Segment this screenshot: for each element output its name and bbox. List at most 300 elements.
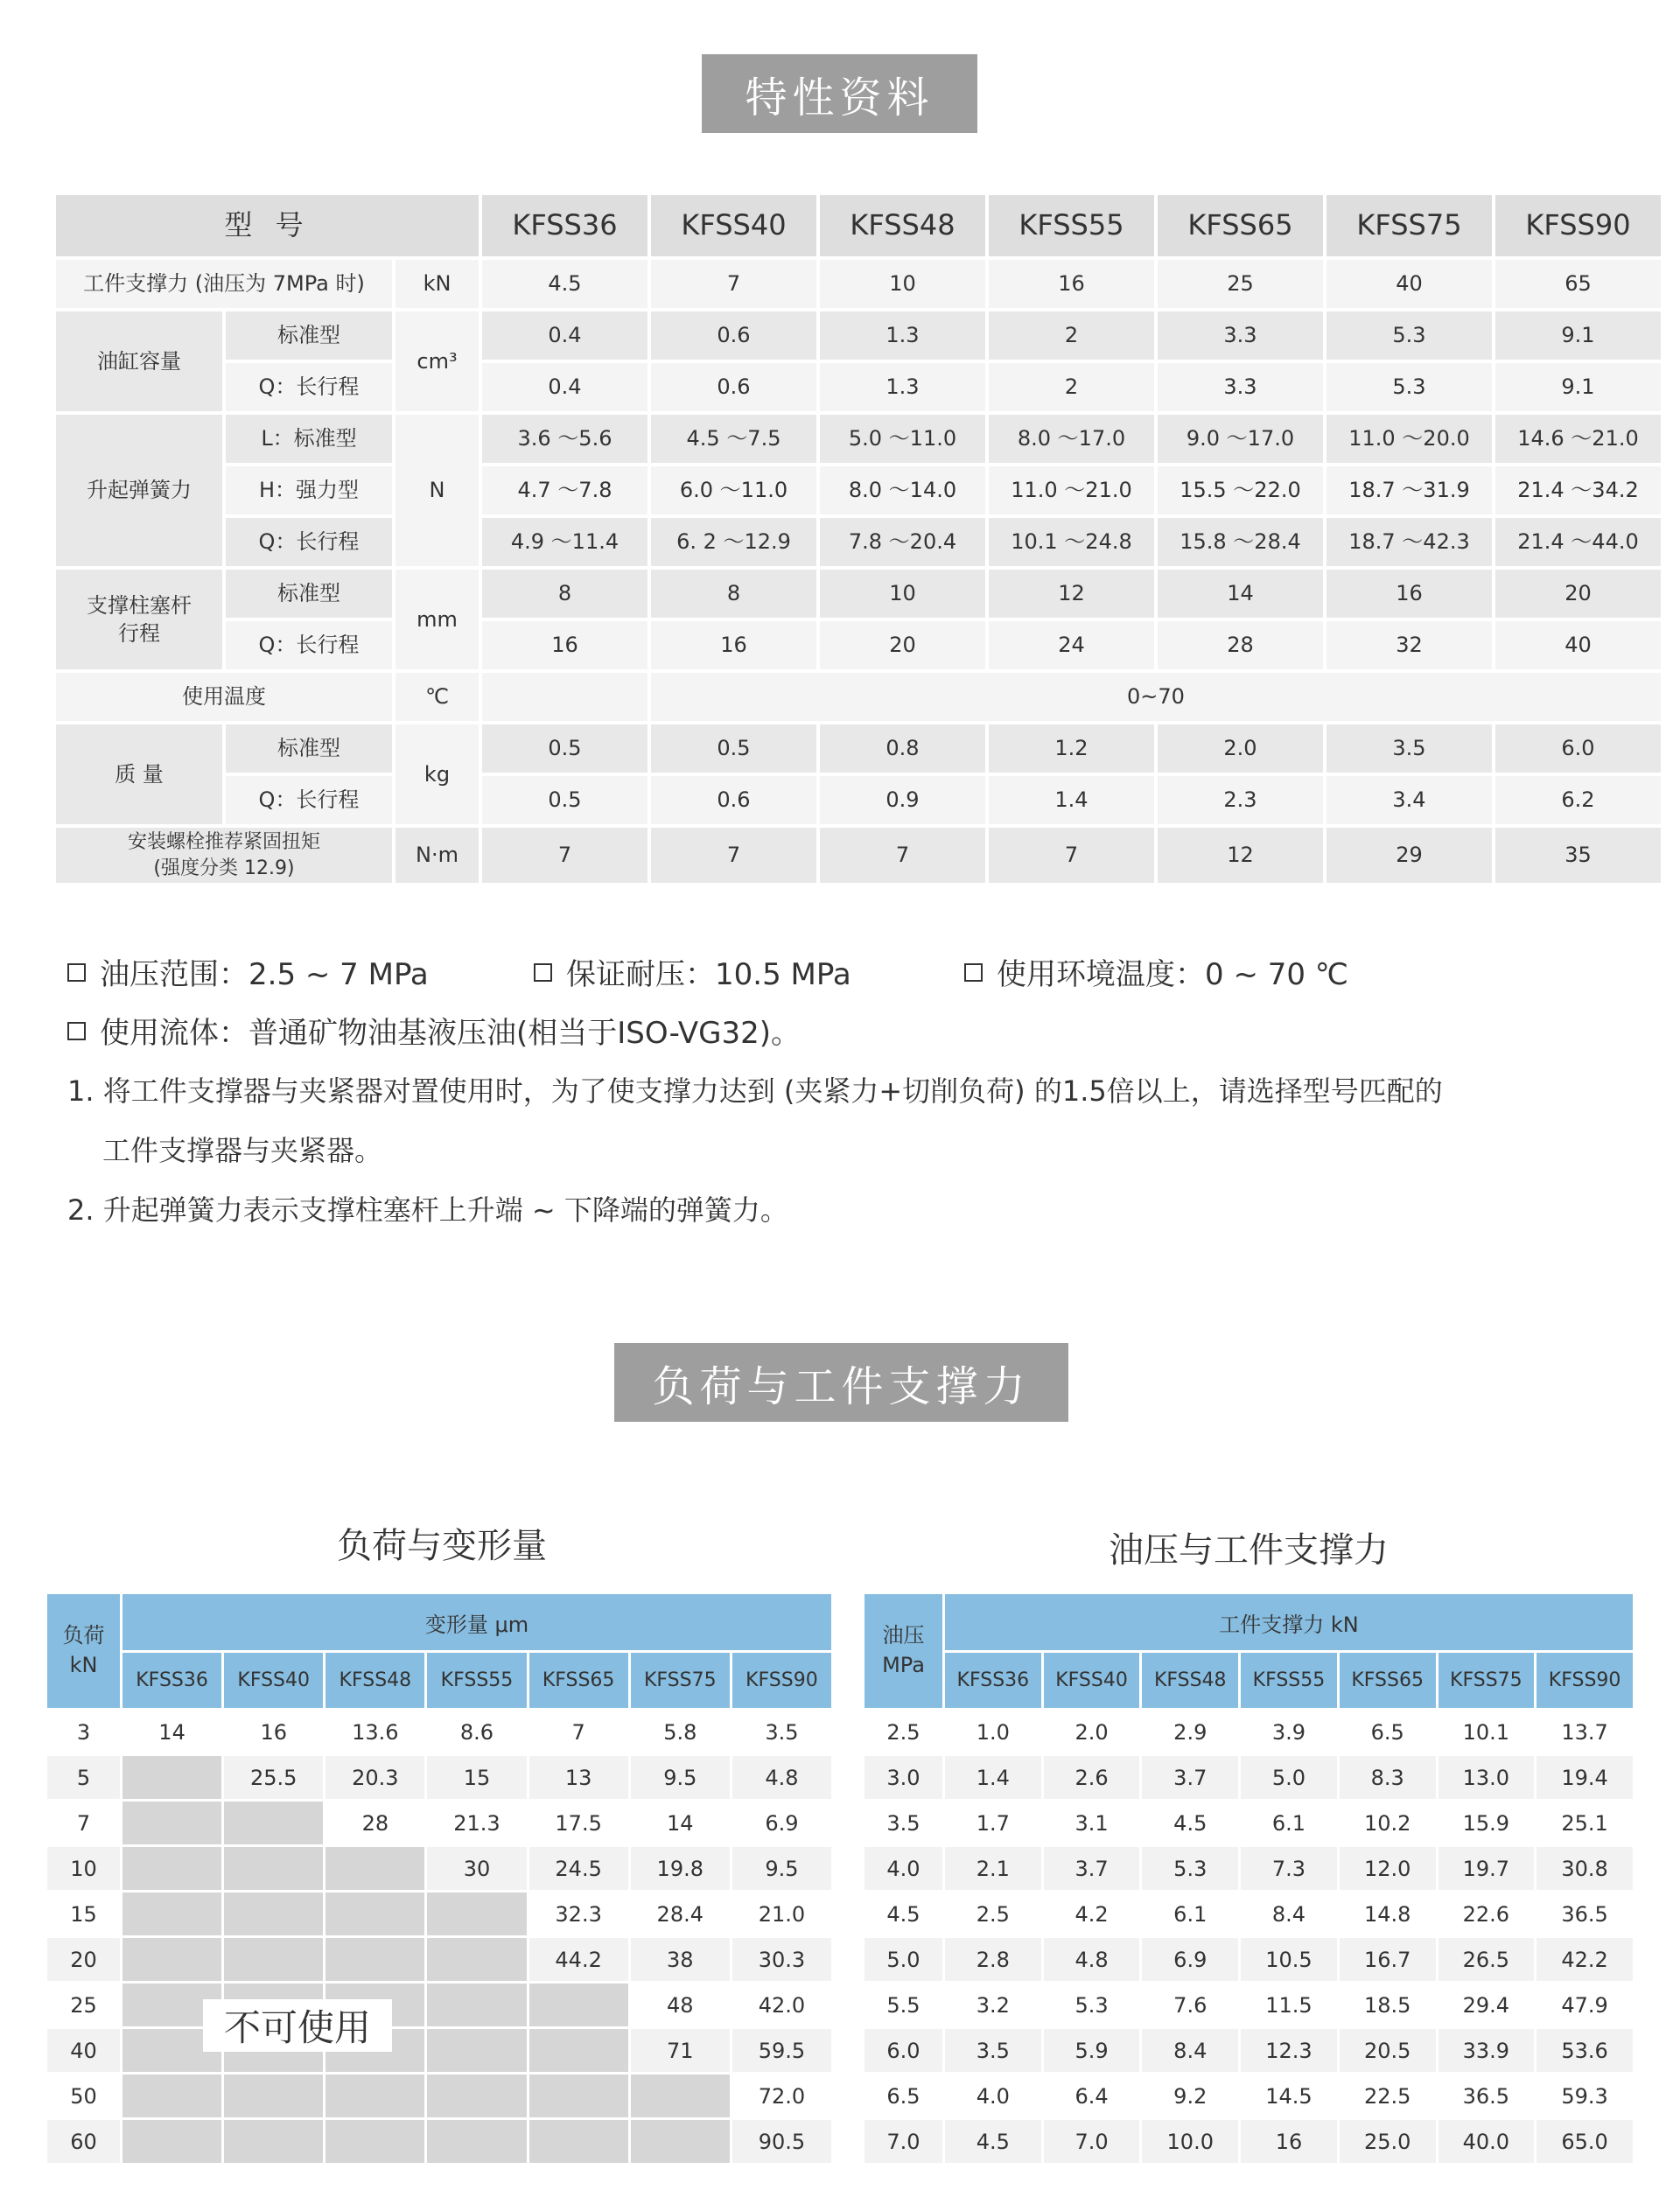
- support-force-value: 12.3: [1241, 2029, 1337, 2072]
- support-force-group-header: 工件支撑力 kN: [945, 1594, 1633, 1650]
- support-force-value: 6.9: [1142, 1938, 1238, 1981]
- checkbox-square-icon: [534, 963, 552, 982]
- support-force-value: 2.5: [945, 1893, 1041, 1935]
- deformation-value: 21.0: [732, 1893, 831, 1935]
- deform-model-header: KFSS75: [631, 1653, 730, 1708]
- table-row: [47, 1711, 831, 1753]
- load-value: 5: [47, 1756, 120, 1799]
- support-force-value: 19.7: [1438, 1847, 1535, 1890]
- spec-sub-label: Q：长行程: [226, 776, 392, 824]
- not-usable-cell: [427, 1893, 526, 1935]
- spec-cell: 8.0 ～17.0: [989, 415, 1154, 463]
- spec-cell: 8: [482, 570, 648, 618]
- spec-cell: 3.3: [1158, 311, 1323, 360]
- deformation-value: 25.5: [224, 1756, 323, 1799]
- spec-cell: 9.1: [1495, 363, 1661, 411]
- spec-cell: 9.0 ～17.0: [1158, 415, 1323, 463]
- support-force-value: 2.6: [1044, 1756, 1140, 1799]
- support-force-value: 3.7: [1142, 1756, 1238, 1799]
- spec-cell: 2.3: [1158, 776, 1323, 824]
- spec-cell: 7: [989, 828, 1154, 883]
- deformation-value: 20.3: [326, 1756, 424, 1799]
- support-force-value: 10.5: [1241, 1938, 1337, 1981]
- spec-cell: 1.3: [820, 363, 985, 411]
- spec-cell: 4.7 ～7.8: [482, 466, 648, 514]
- spec-cell: 7: [820, 828, 985, 883]
- spec-cell: 1.2: [989, 724, 1154, 773]
- note-proof-pressure: 保证耐压：10.5 MPa: [534, 950, 851, 993]
- spec-cell: 15.8 ～28.4: [1158, 518, 1323, 566]
- spec-cell: 1.3: [820, 311, 985, 360]
- not-usable-cell: [529, 2029, 628, 2072]
- pressure-value: 6.0: [864, 2029, 942, 2072]
- support-force-value: 6.1: [1142, 1893, 1238, 1935]
- support-force-value: 5.0: [1241, 1756, 1337, 1799]
- spec-table: [56, 195, 1639, 895]
- spec-cell: 7.8 ～20.4: [820, 518, 985, 566]
- spec-header-model: KFSS36: [482, 195, 648, 256]
- support-force-value: 29.4: [1438, 1984, 1535, 2026]
- note-2: 2. 升起弹簧力表示支撑柱塞杆上升端 ~ 下降端的弹簧力。: [67, 1193, 788, 1227]
- support-force-value: 10.1: [1438, 1711, 1535, 1753]
- spec-cell: 11.0 ～20.0: [1326, 415, 1492, 463]
- support-force-value: 16.7: [1340, 1938, 1436, 1981]
- spec-label-spring-force: 升起弹簧力: [56, 415, 222, 566]
- deformation-value: 72.0: [732, 2075, 831, 2117]
- deformation-table-title: 负荷与变形量: [337, 1526, 547, 1566]
- spec-cell: 5.0 ～11.0: [820, 415, 985, 463]
- table-row: [864, 1938, 1633, 1981]
- spec-cell: 4.9 ～11.4: [482, 518, 648, 566]
- spec-temperature-value: 0~70: [651, 673, 1661, 721]
- not-usable-cell: [122, 1802, 221, 1844]
- spec-sub-label: 标准型: [226, 724, 392, 773]
- deformation-value: 17.5: [529, 1802, 628, 1844]
- not-usable-cell: [427, 2029, 526, 2072]
- spec-cell: 11.0 ～21.0: [989, 466, 1154, 514]
- note-1-line-2: 工件支撑器与夹紧器。: [102, 1134, 383, 1167]
- deform-model-header: KFSS65: [529, 1653, 628, 1708]
- support-force-value: 22.6: [1438, 1893, 1535, 1935]
- pressure-value: 5.0: [864, 1938, 942, 1981]
- not-usable-cell: [326, 1938, 424, 1981]
- table-row: [864, 1847, 1633, 1890]
- spec-cell: 10.1 ～24.8: [989, 518, 1154, 566]
- deformation-value: 16: [224, 1711, 323, 1753]
- support-force-value: 1.0: [945, 1711, 1041, 1753]
- deform-model-header: KFSS40: [224, 1653, 323, 1708]
- support-force-value: 30.8: [1536, 1847, 1633, 1890]
- support-model-header: KFSS90: [1536, 1653, 1633, 1708]
- spec-label-cylinder-capacity: 油缸容量: [56, 311, 222, 411]
- not-usable-cell: [122, 1847, 221, 1890]
- spec-cell: 16: [651, 621, 816, 669]
- table-row: [47, 1802, 831, 1844]
- spec-label-temperature: 使用温度: [56, 673, 392, 721]
- support-force-value: 7.6: [1142, 1984, 1238, 2026]
- support-model-header: KFSS36: [945, 1653, 1041, 1708]
- deformation-value: 90.5: [732, 2120, 831, 2163]
- support-force-table: [862, 1592, 1635, 2166]
- spec-sub-label: L：标准型: [226, 415, 392, 463]
- deformation-table: [45, 1592, 834, 2166]
- not-usable-cell: [122, 1756, 221, 1799]
- spec-unit: N·m: [396, 828, 479, 883]
- support-force-value: 65.0: [1536, 2120, 1633, 2163]
- spec-header-model: KFSS90: [1495, 195, 1661, 256]
- load-value: 15: [47, 1893, 120, 1935]
- support-force-value: 42.2: [1536, 1938, 1633, 1981]
- spec-cell: 2: [989, 311, 1154, 360]
- deformation-value: 30: [427, 1847, 526, 1890]
- not-usable-cell: [122, 2120, 221, 2163]
- support-force-value: 18.5: [1340, 1984, 1436, 2026]
- not-usable-cell: [631, 2120, 730, 2163]
- pressure-value: 5.5: [864, 1984, 942, 2026]
- spec-cell: 18.7 ～31.9: [1326, 466, 1492, 514]
- spec-cell: 25: [1158, 260, 1323, 308]
- spec-sub-label: 标准型: [226, 311, 392, 360]
- spec-label-support-force: 工件支撑力 (油压为 7MPa 时): [56, 260, 392, 308]
- load-value: 3: [47, 1711, 120, 1753]
- support-force-value: 15.9: [1438, 1802, 1535, 1844]
- spec-cell: 0.5: [651, 724, 816, 773]
- support-force-value: 6.1: [1241, 1802, 1337, 1844]
- spec-cell: 12: [989, 570, 1154, 618]
- pressure-value: 2.5: [864, 1711, 942, 1753]
- spec-cell: 20: [820, 621, 985, 669]
- spec-cell: 28: [1158, 621, 1323, 669]
- not-usable-cell: [427, 1984, 526, 2026]
- table-row: [864, 2029, 1633, 2072]
- section-title-characteristics: 特性资料: [702, 54, 977, 133]
- spec-cell: 2.0: [1158, 724, 1323, 773]
- deformation-value: 3.5: [732, 1711, 831, 1753]
- not-usable-cell: [122, 2075, 221, 2117]
- spec-cell: 6.0 ～11.0: [651, 466, 816, 514]
- deform-model-header: KFSS90: [732, 1653, 831, 1708]
- spec-cell: 0.9: [820, 776, 985, 824]
- support-force-value: 13.0: [1438, 1756, 1535, 1799]
- support-force-value: 8.4: [1142, 2029, 1238, 2072]
- support-force-table-title: 油压与工件支撑力: [1109, 1530, 1389, 1571]
- note-1-line-1: 1. 将工件支撑器与夹紧器对置使用时，为了使支撑力达到 (夹紧力+切削负荷) 的1.5倍以上，请选择型号匹配的: [67, 1074, 1443, 1108]
- support-force-value: 20.5: [1340, 2029, 1436, 2072]
- support-force-value: 40.0: [1438, 2120, 1535, 2163]
- table-row: [864, 1756, 1633, 1799]
- table-row: [47, 1938, 831, 1981]
- spec-sub-label: Q：长行程: [226, 621, 392, 669]
- spec-cell: 12: [1158, 828, 1323, 883]
- not-usable-cell: [326, 2120, 424, 2163]
- table-row: [864, 2075, 1633, 2117]
- checkbox-square-icon: [964, 963, 983, 982]
- support-force-value: 6.5: [1340, 1711, 1436, 1753]
- support-force-value: 2.1: [945, 1847, 1041, 1890]
- note-oil-pressure-range: 油压范围：2.5 ~ 7 MPa: [67, 950, 429, 993]
- spec-unit: kN: [396, 260, 479, 308]
- spec-cell: 32: [1326, 621, 1492, 669]
- not-usable-cell: [427, 1938, 526, 1981]
- support-force-value: 4.5: [945, 2120, 1041, 2163]
- spec-cell: 0.6: [651, 363, 816, 411]
- spec-cell-empty: [482, 673, 648, 721]
- spec-cell: 3.3: [1158, 363, 1323, 411]
- deform-model-header: KFSS36: [122, 1653, 221, 1708]
- support-force-value: 6.4: [1044, 2075, 1140, 2117]
- table-row: [864, 1802, 1633, 1844]
- spec-cell: 0.5: [482, 776, 648, 824]
- support-model-header: KFSS65: [1340, 1653, 1436, 1708]
- deformation-value: 42.0: [732, 1984, 831, 2026]
- deformation-value: 19.8: [631, 1847, 730, 1890]
- spec-cell: 0.6: [651, 311, 816, 360]
- load-value: 60: [47, 2120, 120, 2163]
- spec-header-model: KFSS55: [989, 195, 1154, 256]
- support-force-value: 1.7: [945, 1802, 1041, 1844]
- not-usable-cell: [529, 1984, 628, 2026]
- support-force-value: 5.3: [1044, 1984, 1140, 2026]
- spec-cell: 14: [1158, 570, 1323, 618]
- support-force-value: 36.5: [1438, 2075, 1535, 2117]
- deformation-value: 9.5: [732, 1847, 831, 1890]
- spec-cell: 0.6: [651, 776, 816, 824]
- support-model-header: KFSS55: [1241, 1653, 1337, 1708]
- spec-header-model: KFSS65: [1158, 195, 1323, 256]
- support-force-value: 3.7: [1044, 1847, 1140, 1890]
- pressure-value: 6.5: [864, 2075, 942, 2117]
- spec-sub-label: Q：长行程: [226, 518, 392, 566]
- checkbox-square-icon: [67, 1022, 86, 1040]
- spec-cell: 29: [1326, 828, 1492, 883]
- spec-unit: N: [396, 415, 479, 566]
- spec-cell: 10: [820, 570, 985, 618]
- not-usable-cell: [122, 1938, 221, 1981]
- spec-unit: mm: [396, 570, 479, 669]
- support-force-value: 3.9: [1241, 1711, 1337, 1753]
- spec-cell: 7: [651, 260, 816, 308]
- support-force-value: 8.4: [1241, 1893, 1337, 1935]
- support-force-value: 25.0: [1340, 2120, 1436, 2163]
- support-model-header: KFSS40: [1044, 1653, 1140, 1708]
- not-usable-cell: [326, 1847, 424, 1890]
- table-row: [47, 1756, 831, 1799]
- support-force-value: 3.5: [945, 2029, 1041, 2072]
- pressure-value: 7.0: [864, 2120, 942, 2163]
- deformation-value: 14: [122, 1711, 221, 1753]
- note-ambient-temperature: 使用环境温度：0 ~ 70 ℃: [964, 950, 1348, 993]
- support-force-value: 47.9: [1536, 1984, 1633, 2026]
- support-force-value: 10.0: [1142, 2120, 1238, 2163]
- support-force-value: 7.0: [1044, 2120, 1140, 2163]
- spec-cell: 8: [651, 570, 816, 618]
- deformation-value: 13.6: [326, 1711, 424, 1753]
- deformation-value: 32.3: [529, 1893, 628, 1935]
- pressure-value: 4.0: [864, 1847, 942, 1890]
- table-row: [47, 1893, 831, 1935]
- support-force-value: 13.7: [1536, 1711, 1633, 1753]
- spec-cell: 16: [1326, 570, 1492, 618]
- support-force-value: 5.3: [1142, 1847, 1238, 1890]
- deformation-value: 4.8: [732, 1756, 831, 1799]
- spec-cell: 2: [989, 363, 1154, 411]
- support-force-value: 9.2: [1142, 2075, 1238, 2117]
- support-force-value: 16: [1241, 2120, 1337, 2163]
- table-row: [864, 1711, 1633, 1753]
- spec-cell: 9.1: [1495, 311, 1661, 360]
- pressure-value: 4.5: [864, 1893, 942, 1935]
- not-usable-cell: [529, 2120, 628, 2163]
- spec-header-model: KFSS40: [651, 195, 816, 256]
- spec-cell: 4.5: [482, 260, 648, 308]
- deformation-value: 59.5: [732, 2029, 831, 2072]
- spec-cell: 6.2: [1495, 776, 1661, 824]
- support-force-value: 14.8: [1340, 1893, 1436, 1935]
- spec-label-plunger-stroke: 支撑柱塞杆 行程: [56, 570, 222, 669]
- spec-cell: 6. 2 ～12.9: [651, 518, 816, 566]
- spec-cell: 40: [1495, 621, 1661, 669]
- support-model-header: KFSS75: [1438, 1653, 1535, 1708]
- spec-cell: 6.0: [1495, 724, 1661, 773]
- spec-cell: 15.5 ～22.0: [1158, 466, 1323, 514]
- table-row: [47, 2029, 831, 2072]
- spec-cell: 0.5: [482, 724, 648, 773]
- support-force-value: 2.0: [1044, 1711, 1140, 1753]
- support-force-value: 1.4: [945, 1756, 1041, 1799]
- spec-cell: 21.4 ～34.2: [1495, 466, 1661, 514]
- spec-cell: 16: [482, 621, 648, 669]
- spec-label-torque: 安装螺栓推荐紧固扭矩 (强度分类 12.9): [56, 828, 392, 883]
- spec-cell: 7: [482, 828, 648, 883]
- spec-cell: 10: [820, 260, 985, 308]
- spec-unit: kg: [396, 724, 479, 824]
- not-usable-cell: [631, 2075, 730, 2117]
- table-row: [47, 1984, 831, 2026]
- load-value: 25: [47, 1984, 120, 2026]
- deform-model-header: KFSS48: [326, 1653, 424, 1708]
- support-force-value: 59.3: [1536, 2075, 1633, 2117]
- spec-cell: 5.3: [1326, 363, 1492, 411]
- spec-cell: 14.6 ～21.0: [1495, 415, 1661, 463]
- spec-cell: 65: [1495, 260, 1661, 308]
- pressure-header: 油压 MPa: [864, 1594, 942, 1708]
- support-force-value: 2.8: [945, 1938, 1041, 1981]
- support-model-header: KFSS48: [1142, 1653, 1238, 1708]
- support-force-value: 2.9: [1142, 1711, 1238, 1753]
- support-force-value: 12.0: [1340, 1847, 1436, 1890]
- spec-unit: cm³: [396, 311, 479, 411]
- deformation-value: 14: [631, 1802, 730, 1844]
- deformation-value: 71: [631, 2029, 730, 2072]
- support-force-value: 14.5: [1241, 2075, 1337, 2117]
- support-force-value: 25.1: [1536, 1802, 1633, 1844]
- spec-sub-label: H：强力型: [226, 466, 392, 514]
- not-usable-cell: [326, 2075, 424, 2117]
- spec-cell: 5.3: [1326, 311, 1492, 360]
- table-row: [864, 1984, 1633, 2026]
- support-force-value: 4.2: [1044, 1893, 1140, 1935]
- support-force-value: 3.1: [1044, 1802, 1140, 1844]
- deformation-value: 28.4: [631, 1893, 730, 1935]
- deformation-group-header: 变形量 μm: [122, 1594, 831, 1650]
- deformation-value: 21.3: [427, 1802, 526, 1844]
- support-force-value: 10.2: [1340, 1802, 1436, 1844]
- pressure-value: 3.5: [864, 1802, 942, 1844]
- spec-cell: 3.4: [1326, 776, 1492, 824]
- table-row: [47, 2075, 831, 2117]
- deformation-value: 13: [529, 1756, 628, 1799]
- support-force-value: 4.0: [945, 2075, 1041, 2117]
- load-value: 20: [47, 1938, 120, 1981]
- spec-sub-label: 标准型: [226, 570, 392, 618]
- load-value: 40: [47, 2029, 120, 2072]
- support-force-value: 11.5: [1241, 1984, 1337, 2026]
- support-force-value: 5.9: [1044, 2029, 1140, 2072]
- spec-cell: 21.4 ～44.0: [1495, 518, 1661, 566]
- support-force-value: 19.4: [1536, 1756, 1633, 1799]
- not-usable-label: 不可使用: [203, 1999, 392, 2052]
- spec-header-model: KFSS48: [820, 195, 985, 256]
- checkbox-square-icon: [67, 963, 86, 982]
- spec-header-model: KFSS75: [1326, 195, 1492, 256]
- deformation-value: 28: [326, 1802, 424, 1844]
- not-usable-cell: [427, 2120, 526, 2163]
- support-force-value: 26.5: [1438, 1938, 1535, 1981]
- spec-unit: ℃: [396, 673, 479, 721]
- support-force-value: 3.2: [945, 1984, 1041, 2026]
- not-usable-cell: [224, 2075, 323, 2117]
- deformation-value: 38: [631, 1938, 730, 1981]
- spec-cell: 0.4: [482, 311, 648, 360]
- table-row: [47, 2120, 831, 2163]
- not-usable-cell: [326, 1893, 424, 1935]
- support-force-value: 4.8: [1044, 1938, 1140, 1981]
- deform-model-header: KFSS55: [427, 1653, 526, 1708]
- note-fluid: 使用流体：普通矿物油基液压油(相当于ISO-VG32)。: [67, 1009, 801, 1052]
- deformation-value: 30.3: [732, 1938, 831, 1981]
- deformation-value: 5.8: [631, 1711, 730, 1753]
- support-force-value: 8.3: [1340, 1756, 1436, 1799]
- load-value: 10: [47, 1847, 120, 1890]
- spec-header-model-label: 型 号: [56, 195, 479, 256]
- spec-cell: 16: [989, 260, 1154, 308]
- deformation-value: 6.9: [732, 1802, 831, 1844]
- deformation-value: 8.6: [427, 1711, 526, 1753]
- spec-cell: 35: [1495, 828, 1661, 883]
- support-force-value: 7.3: [1241, 1847, 1337, 1890]
- not-usable-cell: [224, 1802, 323, 1844]
- not-usable-cell: [529, 2075, 628, 2117]
- spec-label-mass: 质 量: [56, 724, 222, 824]
- load-value: 7: [47, 1802, 120, 1844]
- deformation-value: 44.2: [529, 1938, 628, 1981]
- load-header: 负荷 kN: [47, 1594, 120, 1708]
- spec-cell: 0.8: [820, 724, 985, 773]
- deformation-value: 9.5: [631, 1756, 730, 1799]
- not-usable-cell: [122, 1893, 221, 1935]
- support-force-value: 33.9: [1438, 2029, 1535, 2072]
- spec-cell: 40: [1326, 260, 1492, 308]
- spec-cell: 20: [1495, 570, 1661, 618]
- deformation-value: 7: [529, 1711, 628, 1753]
- load-value: 50: [47, 2075, 120, 2117]
- support-force-value: 4.5: [1142, 1802, 1238, 1844]
- support-force-value: 22.5: [1340, 2075, 1436, 2117]
- section-title-load-support: 负荷与工件支撑力: [614, 1343, 1068, 1422]
- not-usable-cell: [224, 1847, 323, 1890]
- spec-cell: 3.5: [1326, 724, 1492, 773]
- spec-cell: 1.4: [989, 776, 1154, 824]
